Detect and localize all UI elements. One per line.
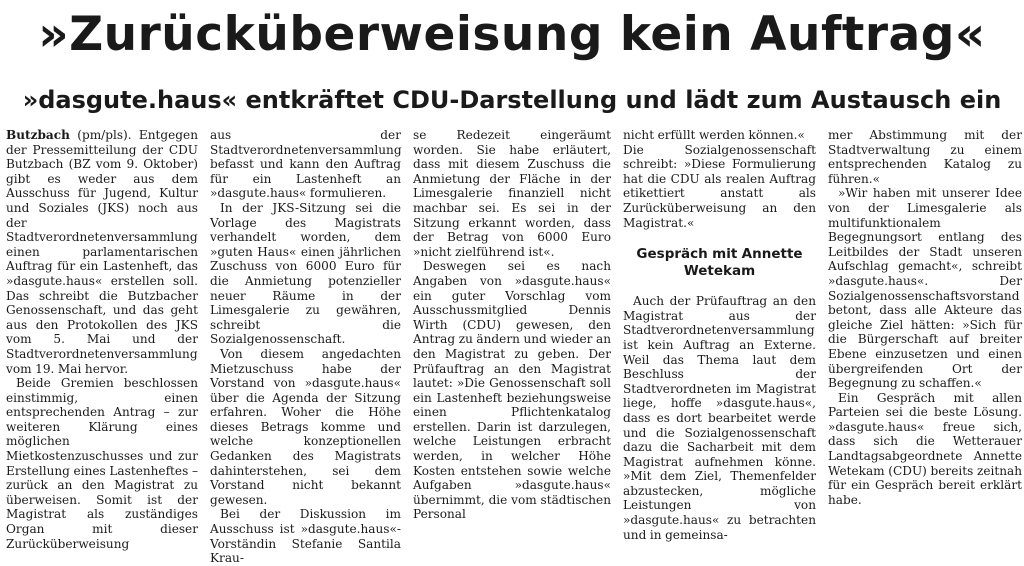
paragraph: Ein Gespräch mit allen Parteien sei die beste Lösung. »dasgute.haus« freue sich, dass sich die Wetterauer Landtagsabgeordnete Annette Wetekam (CDU) bereits zeitnah für ein Gespräch bereit erklärt habe. — [828, 390, 1022, 507]
section-subhead: Gespräch mit Annette Wetekam — [636, 246, 803, 280]
article-column-2 — [210, 128, 401, 566]
article-column-1 — [6, 128, 198, 566]
article-headline: »Zurücküberweisung kein Auftrag« — [38, 7, 986, 62]
paragraph: aus der Stadtverordnetenversammlung befasst und kann den Auftrag für ein Lastenheft an »dasgute.haus« formulieren. — [210, 128, 402, 201]
dateline: Butzbach — [6, 128, 70, 142]
paragraph — [6, 128, 198, 376]
paragraph: Deswegen sei es nach Angaben von »dasgute.haus« ein guter Vorschlag vom Ausschussmitglied Dennis Wirth (CDU) gewesen, den Antrag zu ändern und wieder an den Magistrat zu geben. Der Prüfauftrag an den Magistrat lautet: »Die Genossenschaft soll ein Lastenheft beziehungsweise einen Pflichtenkatalog erstellen. Darin ist darzulegen, welche Leistungen erbracht werden, in welcher Höhe Kosten entstehen sowie welche Aufgaben »dasgute.haus« übernimmt, die vom städtischen Personal — [413, 259, 611, 522]
paragraph: Bei der Diskussion im Ausschuss ist »dasgute.haus«-Vorständin Stefanie Santila Krau- — [210, 507, 401, 566]
paragraph: mer Abstimmung mit der Stadtverwaltung zu einem entsprechenden Katalog zu führen.« — [828, 128, 1022, 186]
paragraph: nicht erfüllt werden können.« — [623, 128, 805, 142]
article-column-4 — [623, 128, 816, 566]
article-subheadline: »dasgute.haus« entkräftet CDU-Darstellung und lädt zum Austausch ein — [22, 86, 1002, 114]
paragraph: Beide Gremien beschlossen einstimmig, einen entsprechenden Antrag – zur weiteren Klärung eines möglichen Mietkostenzuschusses und zur Erstellung eines Lastenheftes – zurück an den Magistrat zu überweisen. Somit ist der Magistrat als zuständiges Organ mit dieser Zurücküberweisung — [6, 376, 198, 551]
paragraph: Auch der Prüfauftrag an den Magistrat aus der Stadtverordnetenversammlung ist kein Auftrag an Externe. Weil das Thema laut dem Beschluss der Stadtverordneten im Magistrat liege, hoffe »dasgute.haus«, dass es dort bearbeitet werde und die Sozialgenossenschaft dazu die Sacharbeit mit dem Magistrat aufnehmen könne. »Mit dem Ziel, Themenfelder abzustecken, mögliche Leistungen von »dasgute.haus« zu betrachten und in gemeinsa- — [623, 294, 816, 542]
paragraph: »Wir haben mit unserer Idee von der Limesgalerie als multifunktionalem Begegnungsort entlang des Leitbildes der Stadt unseren Aufschlag gemacht«, schreibt »dasgute.haus«. Der Sozialgenossenschaftsvorstand betont, dass alle Akteure das gleiche Ziel hätten: »Sich für die Bürgerschaft auf breiter Ebene einzusetzen und einen übergreifenden Ort der Begegnung zu schaffen.« — [828, 186, 1022, 391]
article-column-3 — [413, 128, 611, 566]
article-column-5 — [828, 128, 1022, 566]
paragraph: Von diesem angedachten Mietzuschuss habe der Vorstand von »dasgute.haus« über die Agenda der Sitzung erfahren. Woher die Höhe dieses Betrags komme und welche konzeptionellen Gedanken des Magistrats dahinterstehen, sei dem Vorstand nicht bekannt gewesen. — [210, 346, 401, 507]
paragraph: Die Sozialgenossenschaft schreibt: »Diese Formulierung hat die CDU als realen Auftrag etikettiert anstatt als Zurücküberweisung an den Magistrat.« — [623, 142, 816, 230]
article-columns — [6, 128, 1022, 566]
paragraph: se Redezeit eingeräumt worden. Sie habe erläutert, dass mit diesem Zuschuss die Anmietung der Fläche in der Limesgalerie finanziell nicht machbar sei. Es sei in der Sitzung erkannt worden, dass der Betrag von 6000 Euro »nicht zielführend ist«. — [413, 128, 611, 259]
paragraph: In der JKS-Sitzung sei die Vorlage des Magistrats verhandelt worden, dem »guten Haus« einen jährlichen Zuschuss von 6000 Euro für die Anmietung potenzieller neuer Räume in der Limesgalerie zu gewähren, schreibt die Sozialgenossenschaft. — [210, 200, 401, 347]
paragraph-text: (pm/pls). Entgegen der Pressemitteilung der CDU Butzbach (BZ vom 9. Oktober) gibt es weder aus dem Ausschuss für Jugend, Kultur und Soziales (JKS) noch aus der Stadtverordnetenversammlung einen parlamentarischen Auftrag für ein Lastenheft, das »dasgute.haus« erstellen soll. Das schreibt die Butzbacher Genossenschaft, und das geht aus den Protokollen des JKS vom 5. Mai und der Stadtverordnetenversammlung vom 19. Mai hervor. — [6, 128, 198, 376]
